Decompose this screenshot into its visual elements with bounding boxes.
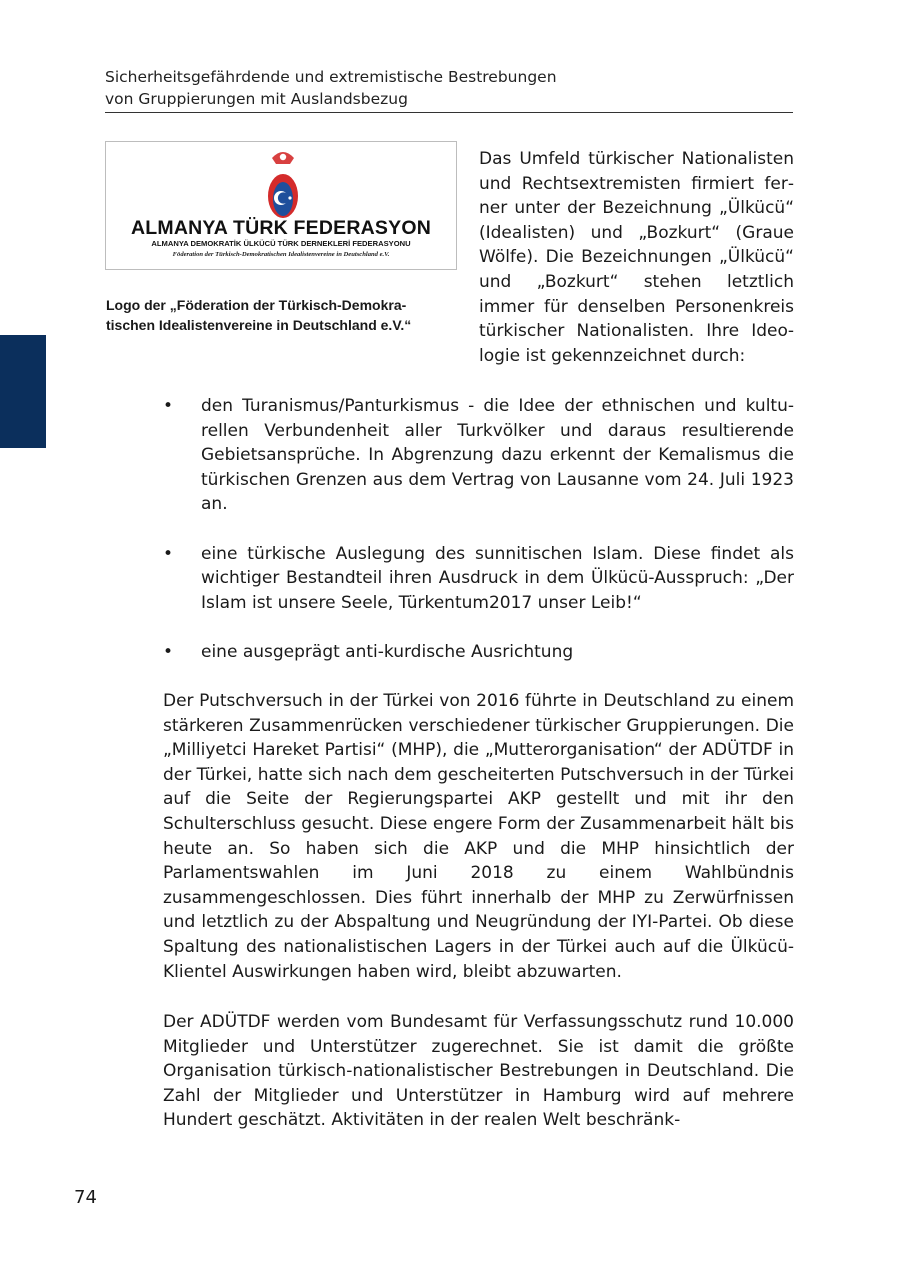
caption-line-2: tischen Idealistenvereine in Deutschland e.V.“ <box>106 317 412 333</box>
logo-title: ALMANYA TÜRK FEDERASYON <box>130 217 431 239</box>
chapter-side-tab <box>0 335 46 448</box>
bullet-item <box>163 394 794 517</box>
paragraph-putsch: Der Putschversuch in der Türkei von 2016 führte in Deutschland zu einem stärkeren Zusammenrücken verschiedener türkischer Gruppierungen. Die „Milliyetci Hareket Partisi“ (MHP), die „Mutterorganisation“ der ADÜTDF in der Türkei, hatte sich nach dem gescheiterten Putschversuch in der Türkei auf die Seite der Regierungspartei AKP gestellt und mit ihr den Schulterschluss gesucht. Diese engere Form der Zusammenarbeit hält bis heute an. So haben sich die AKP und die MHP hinsichtlich der Parlamentswahlen im Juni 2018 zu einem Wahlbündnis zusammengeschlossen. Dies führt innerhalb der MHP zu Zerwürfnissen und letztlich zu der Abspaltung und Neugründung der IYI-Partei. Ob diese Spaltung des nationalistischen Lagers in der Türkei auch auf die Ülkücü-Klientel Auswirkungen haben wird, bleibt abzuwarten. <box>163 691 794 982</box>
bullet-marker: • <box>163 641 174 662</box>
logo-subtitle-german: Föderation der Türkisch-Demokratischen Idealistenvereine in Deutschland e.V. <box>172 251 390 258</box>
ideology-bullet-list <box>163 394 794 689</box>
paragraph-membership: Der ADÜTDF werden vom Bundesamt für Verfassungsschutz rund 10.000 Mitglieder und Unterstützer zugerechnet. Sie ist damit die größte Organisation türkisch-nationalistischer Bestrebungen in Deutschland. Die Zahl der Mitglieder und Unterstützer in Hamburg wird auf mehrere Hundert geschätzt. Aktivitäten in der realen Welt beschränk- <box>163 1012 794 1131</box>
bullet-marker: • <box>163 396 174 416</box>
bullet-text: den Turanismus/Panturkismus - die Idee der ethnischen und kulturellen Verbundenheit aller Turkvölker und daraus resultierende Gebietsansprüche. In Abgrenzung dazu erkennt der Kemalismus die türkischen Grenzen aus dem Vertrag von Lausanne vom 24. Juli 1923 an. <box>201 396 794 515</box>
bullet-text: eine ausgeprägt anti-kurdische Ausrichtung <box>201 641 574 662</box>
federation-logo <box>105 141 457 270</box>
page-number: 74 <box>74 1187 97 1208</box>
bullet-item <box>163 640 794 665</box>
bullet-text: eine türkische Auslegung des sunnitischen Islam. Diese findet als wichtiger Bestandteil ihren Ausdruck in dem Ülkücü-Ausspruch: „Der Islam ist unsere Seele, Türkentum2017 unser Leib!“ <box>201 543 794 613</box>
logo-caption <box>106 295 458 335</box>
bullet-item <box>163 542 794 616</box>
crescent-emblem-icon <box>266 146 300 220</box>
caption-line-1: Logo der „Föderation der Türkisch-Demokra- <box>106 297 407 313</box>
bullet-marker: • <box>163 543 174 564</box>
header-line-2: von Gruppierungen mit Auslandsbezug <box>105 90 408 108</box>
logo-subtitle: ALMANYA DEMOKRATİK ÜLKÜCÜ TÜRK DERNEKLERİ FEDERASYONU <box>151 239 411 248</box>
header-line-1: Sicherheitsgefährdende und extremistische Bestrebungen <box>105 68 557 86</box>
running-header <box>105 66 793 113</box>
intro-paragraph: Das Umfeld türkischer Nationalisten und Rechtsextremisten firmiert ferner unter der Bezeichnung „Ülkücü“ (Idealisten) und „Bozkurt“ (Graue Wölfe). Die Bezeichnungen „Ülkücü“ und „Bozkurt“ stehen letztlich immer für denselben Personenkreis türkischer Nationalisten. Ihre Ideologie ist gekennzeichnet durch: <box>479 149 794 366</box>
